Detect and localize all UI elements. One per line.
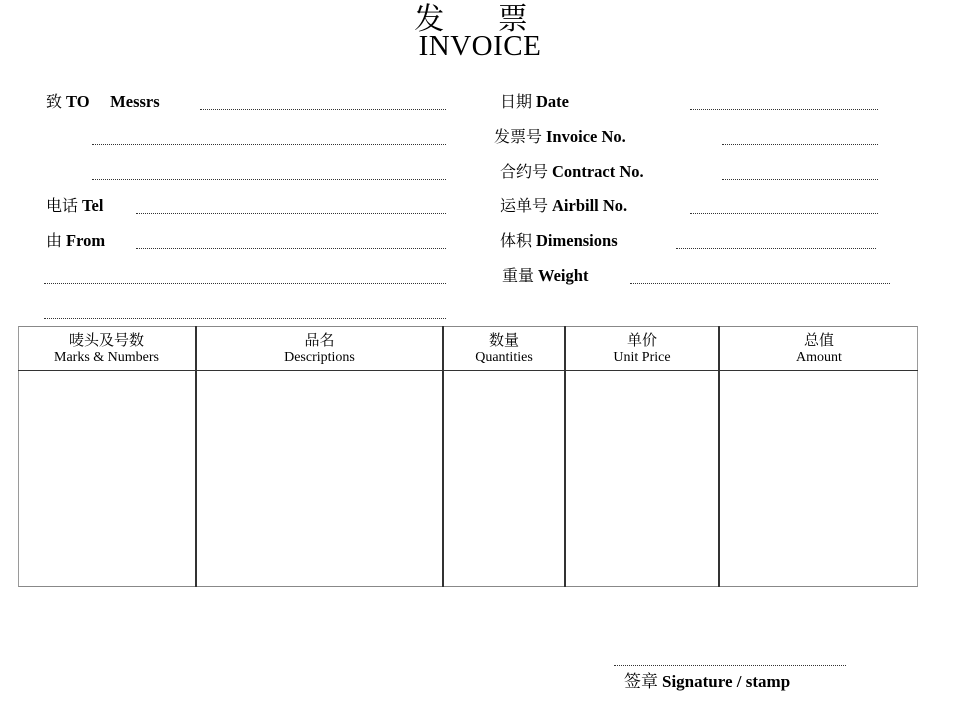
header-unit-price-cn: 单价 xyxy=(626,331,657,349)
contract-no-line[interactable] xyxy=(722,179,878,180)
date-label xyxy=(500,92,569,112)
header-marks-numbers-cn: 唛头及号数 xyxy=(68,331,144,349)
header-marks-numbers-en: Marks & Numbers xyxy=(54,350,159,365)
to-label-cn: 致 xyxy=(46,92,63,111)
table-header-rule xyxy=(18,370,918,371)
tel-line[interactable] xyxy=(136,213,446,214)
header-amount xyxy=(720,331,918,367)
from-label-cn: 由 xyxy=(46,231,63,250)
date-label-en: Date xyxy=(536,92,569,111)
from-line-1[interactable] xyxy=(136,248,446,249)
to-line-3[interactable] xyxy=(92,179,446,180)
to-label xyxy=(46,92,160,112)
from-line-2[interactable] xyxy=(44,283,446,284)
from-label-en: From xyxy=(66,231,106,250)
header-amount-en: Amount xyxy=(796,350,842,365)
tel-label xyxy=(46,196,103,216)
header-marks-numbers xyxy=(18,331,195,367)
contract-no-label-cn: 合约号 xyxy=(500,162,549,181)
invoice-no-line[interactable] xyxy=(722,144,878,145)
to-line-2[interactable] xyxy=(92,144,446,145)
weight-label-cn: 重量 xyxy=(502,266,535,285)
header-quantities xyxy=(444,331,564,367)
header-unit-price xyxy=(566,331,718,367)
contract-no-label-en: Contract No. xyxy=(552,162,644,181)
signature-line[interactable] xyxy=(614,665,846,666)
airbill-no-label xyxy=(500,196,627,216)
dimensions-label xyxy=(500,231,618,251)
tel-label-cn: 电话 xyxy=(46,196,79,215)
header-descriptions xyxy=(197,331,442,367)
invoice-no-label-cn: 发票号 xyxy=(494,127,543,146)
dimensions-label-en: Dimensions xyxy=(536,231,618,250)
signature-label xyxy=(624,667,790,692)
header-amount-cn: 总值 xyxy=(803,331,834,349)
header-descriptions-en: Descriptions xyxy=(284,350,355,365)
header-quantities-en: Quantities xyxy=(475,350,533,365)
invoice-no-label-en: Invoice No. xyxy=(546,127,626,146)
airbill-no-line[interactable] xyxy=(690,213,878,214)
header-descriptions-cn: 品名 xyxy=(304,331,335,349)
contract-no-label xyxy=(500,162,644,182)
airbill-no-label-cn: 运单号 xyxy=(500,196,549,215)
dimensions-line[interactable] xyxy=(676,248,876,249)
from-label xyxy=(46,231,105,251)
tel-label-en: Tel xyxy=(82,196,104,215)
signature-label-en: Signature / stamp xyxy=(662,672,791,691)
to-line-1[interactable] xyxy=(200,109,446,110)
date-label-cn: 日期 xyxy=(500,92,533,111)
title-english: INVOICE xyxy=(418,30,542,62)
weight-label-en: Weight xyxy=(538,266,589,285)
to-label-en: TO Messrs xyxy=(66,92,160,111)
invoice-no-label xyxy=(494,127,626,147)
header-quantities-cn: 数量 xyxy=(488,331,519,349)
title-chinese: 发 票 xyxy=(414,2,550,37)
from-line-3[interactable] xyxy=(44,318,446,319)
dimensions-label-cn: 体积 xyxy=(500,231,533,250)
airbill-no-label-en: Airbill No. xyxy=(552,196,628,215)
weight-line[interactable] xyxy=(630,283,890,284)
header-unit-price-en: Unit Price xyxy=(613,350,671,365)
weight-label xyxy=(502,266,588,286)
date-line[interactable] xyxy=(690,109,878,110)
signature-label-cn: 签章 xyxy=(624,672,658,692)
